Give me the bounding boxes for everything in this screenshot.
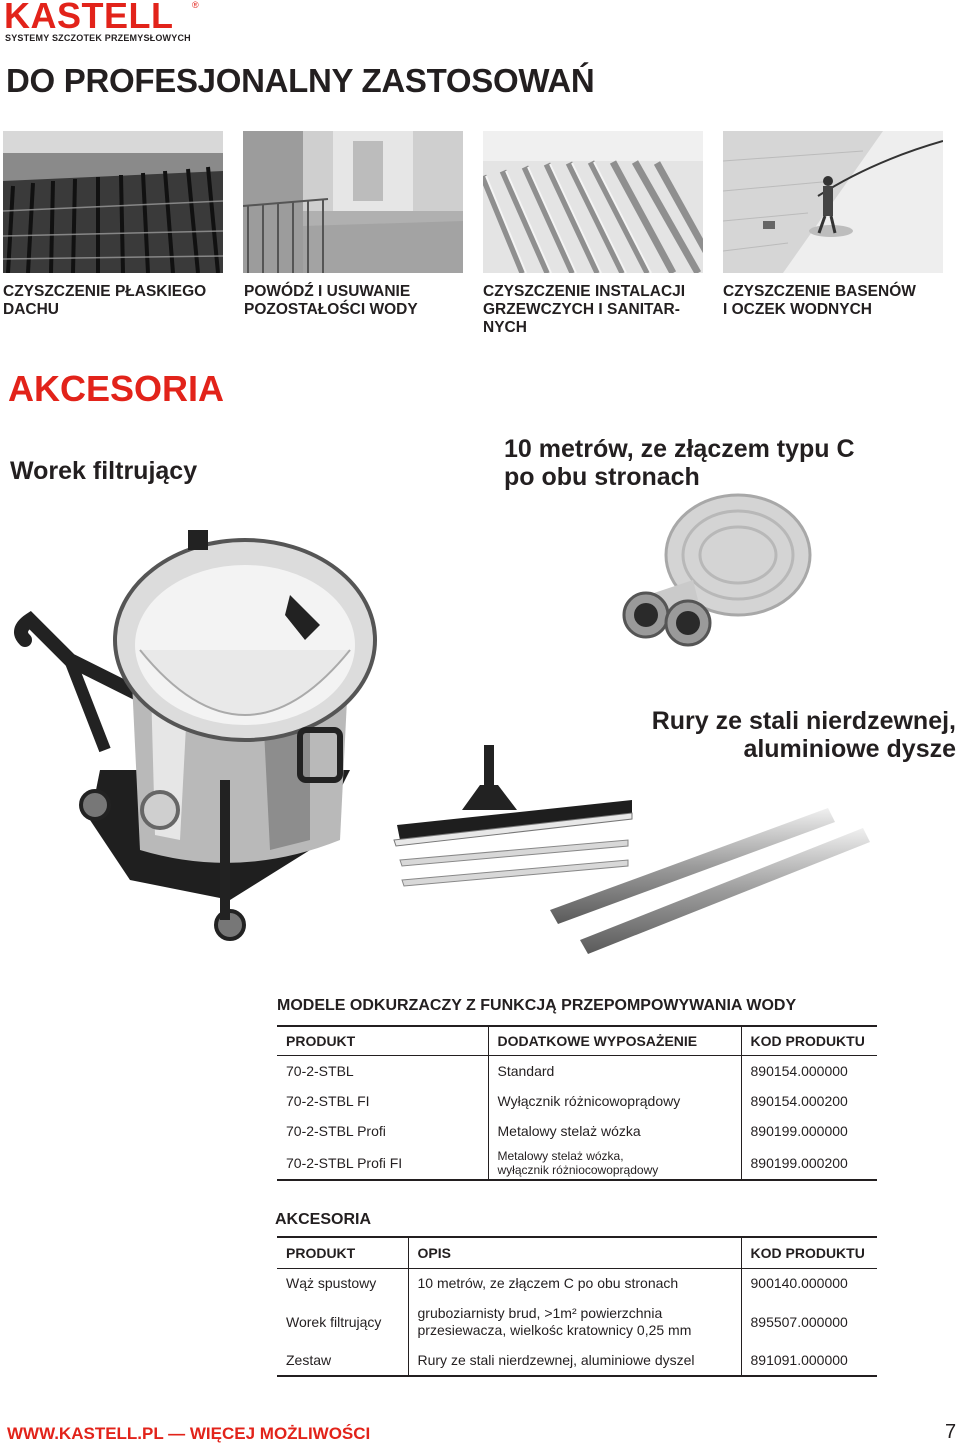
cell-equipment: Standard xyxy=(488,1055,741,1086)
header-product: PRODUKT xyxy=(277,1026,488,1055)
models-table xyxy=(277,1025,877,1181)
table-header-row xyxy=(277,1237,877,1268)
table-row xyxy=(277,1268,877,1298)
hose-image xyxy=(618,485,813,650)
cell-code: 890199.000000 xyxy=(741,1116,877,1146)
cell-product: Worek filtrujący xyxy=(286,1313,382,1330)
header-description: OPIS xyxy=(408,1237,741,1268)
header-product: PRODUKT xyxy=(277,1237,408,1268)
vacuum-cleaner-image xyxy=(10,520,390,950)
cell-product: 70-2-STBL Profi FI xyxy=(277,1146,488,1180)
cell-code: 895507.000000 xyxy=(741,1298,877,1345)
brand-name: KASTELL xyxy=(4,0,174,36)
table-header-row xyxy=(277,1026,877,1055)
cell-product: 70-2-STBL xyxy=(286,1062,354,1079)
brand-logo[interactable] xyxy=(4,0,204,46)
pipes-photo xyxy=(483,131,703,273)
accessories-table xyxy=(277,1236,877,1377)
accessories-heading: AKCESORIA xyxy=(8,368,225,409)
cell-code: 891091.000000 xyxy=(741,1345,877,1376)
header-code: KOD PRODUKTU xyxy=(741,1237,877,1268)
models-table-title: MODELE ODKURZACZY Z FUNKCJĄ PRZEPOMPOWYWANIA WODY xyxy=(277,997,797,1014)
header-code: KOD PRODUKTU xyxy=(741,1026,877,1055)
cell-description: gruboziarnisty brud, >1m² powierzchnia przesiewacza, wielkośc kratownicy 0,25 mm xyxy=(408,1298,741,1345)
cell-description: 10 metrów, ze złączem C po obu stronach xyxy=(408,1268,741,1298)
page-title: DO PROFESJONALNY ZASTOSOWAŃ xyxy=(6,62,595,99)
cell-equipment: Wyłącznik różnicowoprądowy xyxy=(488,1086,741,1116)
cell-product: Wąż spustowy xyxy=(286,1275,377,1292)
cell-code: 900140.000000 xyxy=(741,1268,877,1298)
feature-hose: 10 metrów, ze złączem typu C po obu stronach xyxy=(504,435,855,491)
page-number: 7 xyxy=(945,1421,957,1443)
cell-description: Rury ze stali nierdzewnej, aluminiowe dyszel xyxy=(408,1345,741,1376)
application-caption-pool: CZYSZCZENIE BASENÓW I OCZEK WODNYCH xyxy=(723,283,916,318)
registered-mark: ® xyxy=(192,0,199,10)
cell-code: 890199.000200 xyxy=(741,1146,877,1180)
header-equipment: DODATKOWE WYPOSAŻENIE xyxy=(488,1026,741,1055)
application-caption-roof: CZYSZCZENIE PŁASKIEGO DACHU xyxy=(3,283,207,318)
table-row xyxy=(277,1146,877,1180)
cell-code: 890154.000200 xyxy=(741,1086,877,1116)
feature-pipes: Rury ze stali nierdzewnej, aluminiowe dysze xyxy=(651,707,956,763)
cell-product: 70-2-STBL Profi xyxy=(286,1123,386,1139)
steel-pipes-image xyxy=(538,800,878,960)
cell-equipment: Metalowy stelaż wózka xyxy=(488,1116,741,1146)
flood-photo xyxy=(243,131,463,273)
footer-website-link[interactable]: WWW.KASTELL.PL — WIĘCEJ MOŻLIWOŚCI xyxy=(7,1424,371,1443)
table-row xyxy=(277,1298,877,1345)
application-caption-pipes: CZYSZCZENIE INSTALACJI GRZEWCZYCH I SANITAR- NYCH xyxy=(483,283,686,336)
table-row xyxy=(277,1086,877,1116)
application-caption-flood: POWÓDŹ I USUWANIE POZOSTAŁOŚCI WODY xyxy=(244,283,418,318)
roof-photo xyxy=(3,131,223,273)
cell-product: 70-2-STBL FI xyxy=(286,1093,370,1109)
feature-filter-bag: Worek filtrujący xyxy=(10,457,198,485)
table-row xyxy=(277,1116,877,1146)
cell-equipment: Metalowy stelaż wózka, wyłącznik różniocowoprądowy xyxy=(488,1146,741,1180)
cell-code: 890154.000000 xyxy=(741,1055,877,1086)
cell-product: Zestaw xyxy=(277,1345,408,1376)
brand-tagline: SYSTEMY SZCZOTEK PRZEMYSŁOWYCH xyxy=(5,33,191,43)
table-row xyxy=(277,1055,877,1086)
table-row xyxy=(277,1345,877,1376)
pool-photo xyxy=(723,131,943,273)
accessories-table-title: AKCESORIA xyxy=(275,1211,372,1228)
